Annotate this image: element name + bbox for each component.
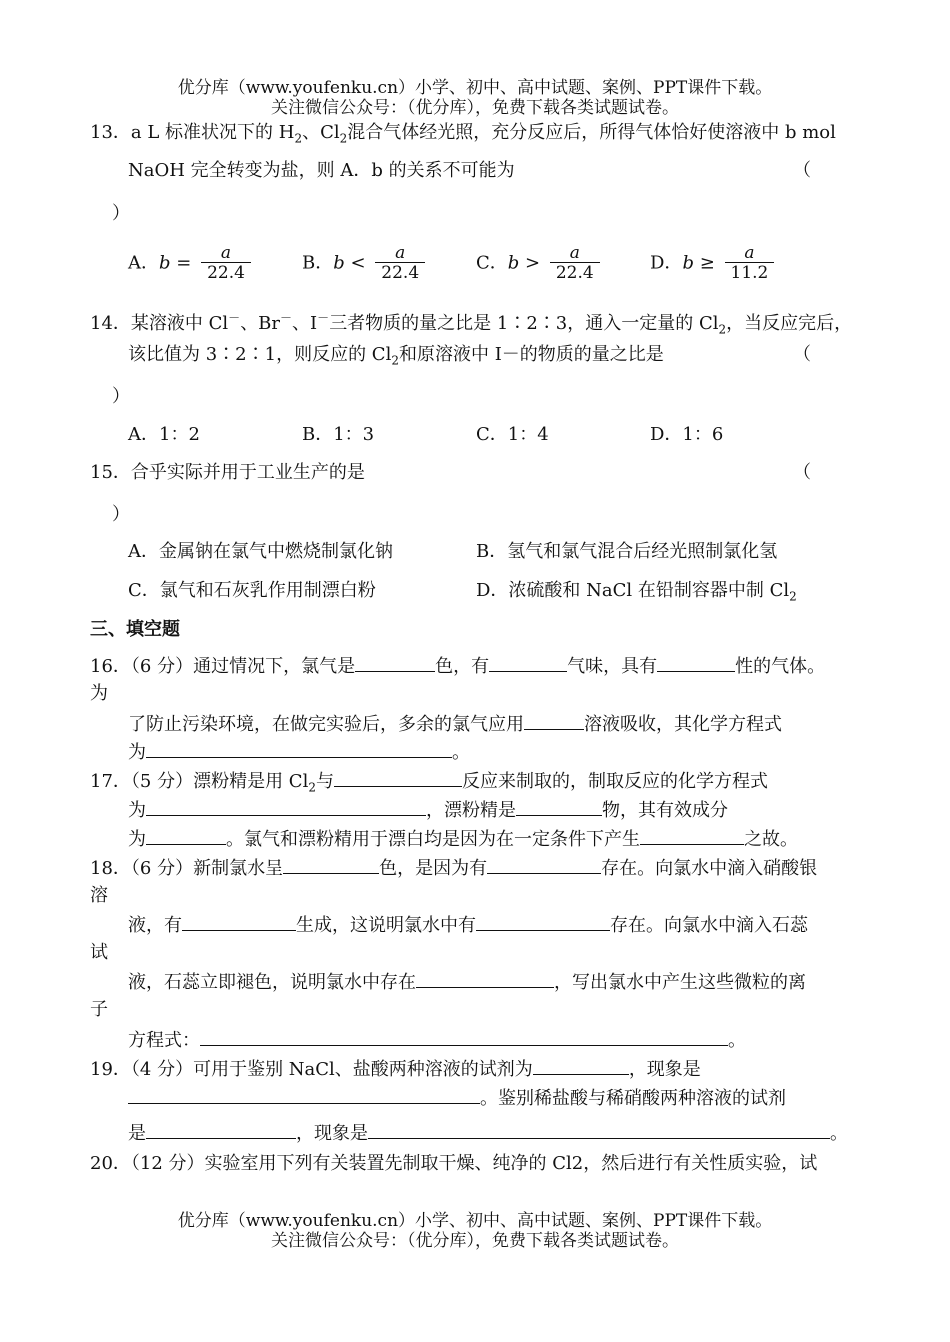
q13-option-b: B．b < $\frac{a}{22.4}$ bbox=[302, 244, 425, 283]
q14-option-b: B．1：3 bbox=[302, 424, 375, 445]
q14-paren-open: （ bbox=[793, 344, 811, 365]
answer-blank[interactable] bbox=[489, 653, 567, 672]
q15-number: 15． bbox=[90, 462, 131, 483]
answer-blank[interactable] bbox=[355, 653, 435, 672]
answer-blank[interactable] bbox=[283, 855, 379, 874]
q15-line-1: 15．合乎实际并用于工业生产的是 bbox=[90, 462, 365, 483]
q16-number: 16． bbox=[90, 656, 131, 677]
answer-blank[interactable] bbox=[640, 826, 744, 845]
answer-blank[interactable] bbox=[516, 797, 602, 816]
q19-line-2: 。鉴别稀盐酸与稀硝酸两种溶液的试剂 bbox=[128, 1085, 786, 1111]
q14-paren-close: ） bbox=[112, 386, 130, 407]
q17-line-3: 为 。氯气和漂粉精用于漂白均是因为在一定条件下产生 之故。 bbox=[128, 826, 798, 852]
q16-wrap: 为 bbox=[90, 683, 108, 704]
q13-paren-open: （ bbox=[793, 160, 811, 181]
q18-line-2: 液，有 生成，这说明氯水中有 存在。向氯水中滴入石蕊 bbox=[128, 912, 808, 938]
q18-line-4: 方程式： 。 bbox=[128, 1027, 746, 1053]
q18-wrap-1: 溶 bbox=[90, 885, 108, 906]
fraction: $\frac{a}{22.4}$ bbox=[550, 244, 600, 283]
q20-number: 20． bbox=[90, 1153, 131, 1174]
answer-blank[interactable] bbox=[146, 797, 426, 816]
q16-line-3: 为 。 bbox=[128, 739, 470, 765]
answer-blank[interactable] bbox=[368, 1120, 830, 1139]
answer-blank[interactable] bbox=[146, 739, 452, 758]
answer-blank[interactable] bbox=[146, 1120, 296, 1139]
q15-paren-close: ） bbox=[112, 504, 130, 525]
q13-line-1: 13．a L 标准状况下的 $H_2$、$Cl_2$混合气体经光照，充分反应后，所得气体恰好使溶液中 b mol bbox=[90, 122, 836, 146]
answer-blank[interactable] bbox=[487, 855, 601, 874]
q13-option-a: A．b = $\frac{a}{22.4}$ bbox=[128, 244, 251, 283]
answer-blank[interactable] bbox=[128, 1085, 480, 1104]
q18-number: 18． bbox=[90, 858, 131, 879]
q16-line-1: 16．（6 分）通过情况下，氯气是 色，有 气味，具有 性的气体。 bbox=[90, 653, 825, 679]
section-heading: 三、填空题 bbox=[90, 619, 180, 640]
q14-line-1: 14．某溶液中 Cl－、Br－、I－三者物质的量之比是 1∶2∶3，通入一定量的 $Cl_2$，当反应完后， bbox=[90, 311, 853, 337]
q19-line-1: 19．（4 分）可用于鉴别 NaCl、盐酸两种溶液的试剂为 ，现象是 bbox=[90, 1056, 701, 1082]
fraction: $\frac{a}{22.4}$ bbox=[201, 244, 251, 283]
q19-line-3: 是 ，现象是 。 bbox=[128, 1120, 848, 1146]
answer-blank[interactable] bbox=[182, 912, 296, 931]
q16-line-2: 了防止污染环境，在做完实验后，多余的氯气应用 溶液吸收，其化学方程式 bbox=[128, 711, 782, 737]
footer-line-2: 关注微信公众号：（优分库），免费下载各类试题试卷。 bbox=[271, 1231, 679, 1251]
q13-line-2: NaOH 完全转变为盐，则 A．b 的关系不可能为 bbox=[128, 160, 515, 181]
q17-number: 17． bbox=[90, 771, 131, 792]
q14-option-a: A．1：2 bbox=[128, 424, 200, 445]
q14-option-c: C．1：4 bbox=[476, 424, 549, 445]
page-footer bbox=[0, 1211, 950, 1251]
fraction: $\frac{a}{11.2}$ bbox=[725, 244, 775, 283]
fraction: $\frac{a}{22.4}$ bbox=[375, 244, 425, 283]
q15-option-a: A．金属钠在氯气中燃烧制氯化钠 bbox=[128, 541, 393, 562]
q13-option-d: D．b ≥ $\frac{a}{11.2}$ bbox=[650, 244, 774, 283]
answer-blank[interactable] bbox=[200, 1027, 728, 1046]
q14-option-d: D．1：6 bbox=[650, 424, 724, 445]
answer-blank[interactable] bbox=[524, 711, 584, 730]
answer-blank[interactable] bbox=[657, 653, 735, 672]
q13-number: 13． bbox=[90, 122, 131, 143]
q18-wrap-3: 子 bbox=[90, 999, 108, 1020]
q15-option-c: C．氯气和石灰乳作用制漂白粉 bbox=[128, 580, 376, 601]
footer-line-1: 优分库（www.youfenku.cn）小学、初中、高中试题、案例、PPT课件下载。 bbox=[177, 1211, 773, 1231]
q20-line-1: 20．（12 分）实验室用下列有关装置先制取干燥、纯净的 Cl2，然后进行有关性质实验，试 bbox=[90, 1153, 818, 1174]
q19-number: 19． bbox=[90, 1059, 131, 1080]
answer-blank[interactable] bbox=[416, 969, 554, 988]
page-header bbox=[0, 78, 950, 118]
q18-line-1: 18．（6 分）新制氯水呈 色，是因为有 存在。向氯水中滴入硝酸银 bbox=[90, 855, 817, 881]
q18-wrap-2: 试 bbox=[90, 942, 108, 963]
answer-blank[interactable] bbox=[146, 826, 226, 845]
q14-number: 14． bbox=[90, 313, 131, 334]
q17-line-2: 为 ，漂粉精是 物，其有效成分 bbox=[128, 797, 728, 823]
answer-blank[interactable] bbox=[533, 1056, 629, 1075]
q17-line-1: 17．（5 分）漂粉精是用 $Cl_2$与 反应来制取的，制取反应的化学方程式 bbox=[90, 768, 768, 800]
answer-blank[interactable] bbox=[334, 768, 462, 787]
q13-option-c: C．b > $\frac{a}{22.4}$ bbox=[476, 244, 600, 283]
q18-line-3: 液，石蕊立即褪色，说明氯水中存在 ，写出氯水中产生这些微粒的离 bbox=[128, 969, 806, 995]
q13-paren-close: ） bbox=[112, 203, 130, 224]
header-line-1: 优分库（www.youfenku.cn）小学、初中、高中试题、案例、PPT课件下载。 bbox=[177, 78, 773, 98]
q14-line-2: 该比值为 3∶2∶1，则反应的 $Cl_2$和原溶液中 I－的物质的量之比是 bbox=[128, 344, 664, 368]
q15-option-d: D．浓硫酸和 NaCl 在铅制容器中制 $Cl_2$ bbox=[476, 580, 797, 604]
q15-option-b: B．氢气和氯气混合后经光照制氯化氢 bbox=[476, 541, 778, 562]
header-line-2: 关注微信公众号：（优分库），免费下载各类试题试卷。 bbox=[271, 98, 679, 118]
q15-paren-open: （ bbox=[793, 462, 811, 483]
answer-blank[interactable] bbox=[476, 912, 610, 931]
